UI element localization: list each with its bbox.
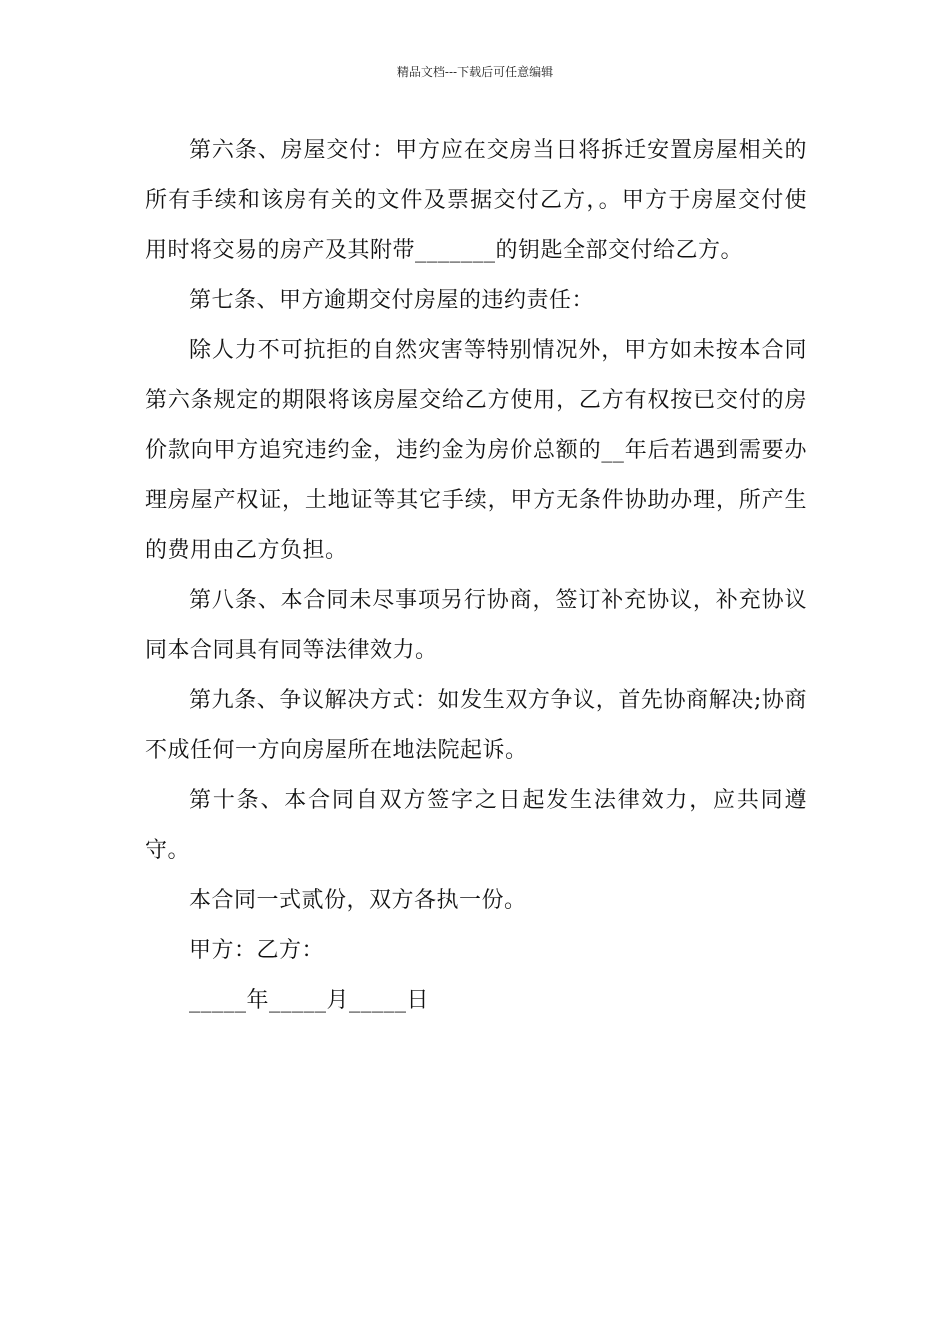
signature-parties: 甲方：乙方： [189, 938, 325, 963]
clause-8: 第八条、本合同未尽事项另行协商，签订补充协议，补充协议同本合同具有同等法律效力。 [145, 588, 807, 663]
document-body [145, 126, 807, 1026]
copies-note: 本合同一式贰份，双方各执一份。 [189, 888, 527, 913]
clause-7-body: 除人力不可抗拒的自然灾害等特别情况外，甲方如未按本合同第六条规定的期限将该房屋交给乙方使用，乙方有权按已交付的房价款向甲方追究违约金，违约金为房价总额的__年后若遇到需要办理房屋产权证，土地证等其它手续，甲方无条件协助办理，所产生的费用由乙方负担。 [145, 338, 807, 563]
page-header: 精品文档---下载后可任意编辑 [396, 65, 554, 79]
clause-9: 第九条、争议解决方式：如发生双方争议，首先协商解决;协商不成任何一方向房屋所在地法院起诉。 [145, 688, 807, 763]
signature-date: _____年_____月_____日 [189, 988, 430, 1013]
clause-10: 第十条、本合同自双方签字之日起发生法律效力，应共同遵守。 [145, 788, 807, 863]
clause-6-delivery: 第六条、房屋交付：甲方应在交房当日将拆迁安置房屋相关的所有手续和该房有关的文件及票据交付乙方，。甲方于房屋交付使用时将交易的房产及其附带_______的钥匙全部交付给乙方。 [145, 138, 807, 263]
clause-7-title: 第七条、甲方逾期交付房屋的违约责任： [189, 288, 595, 313]
